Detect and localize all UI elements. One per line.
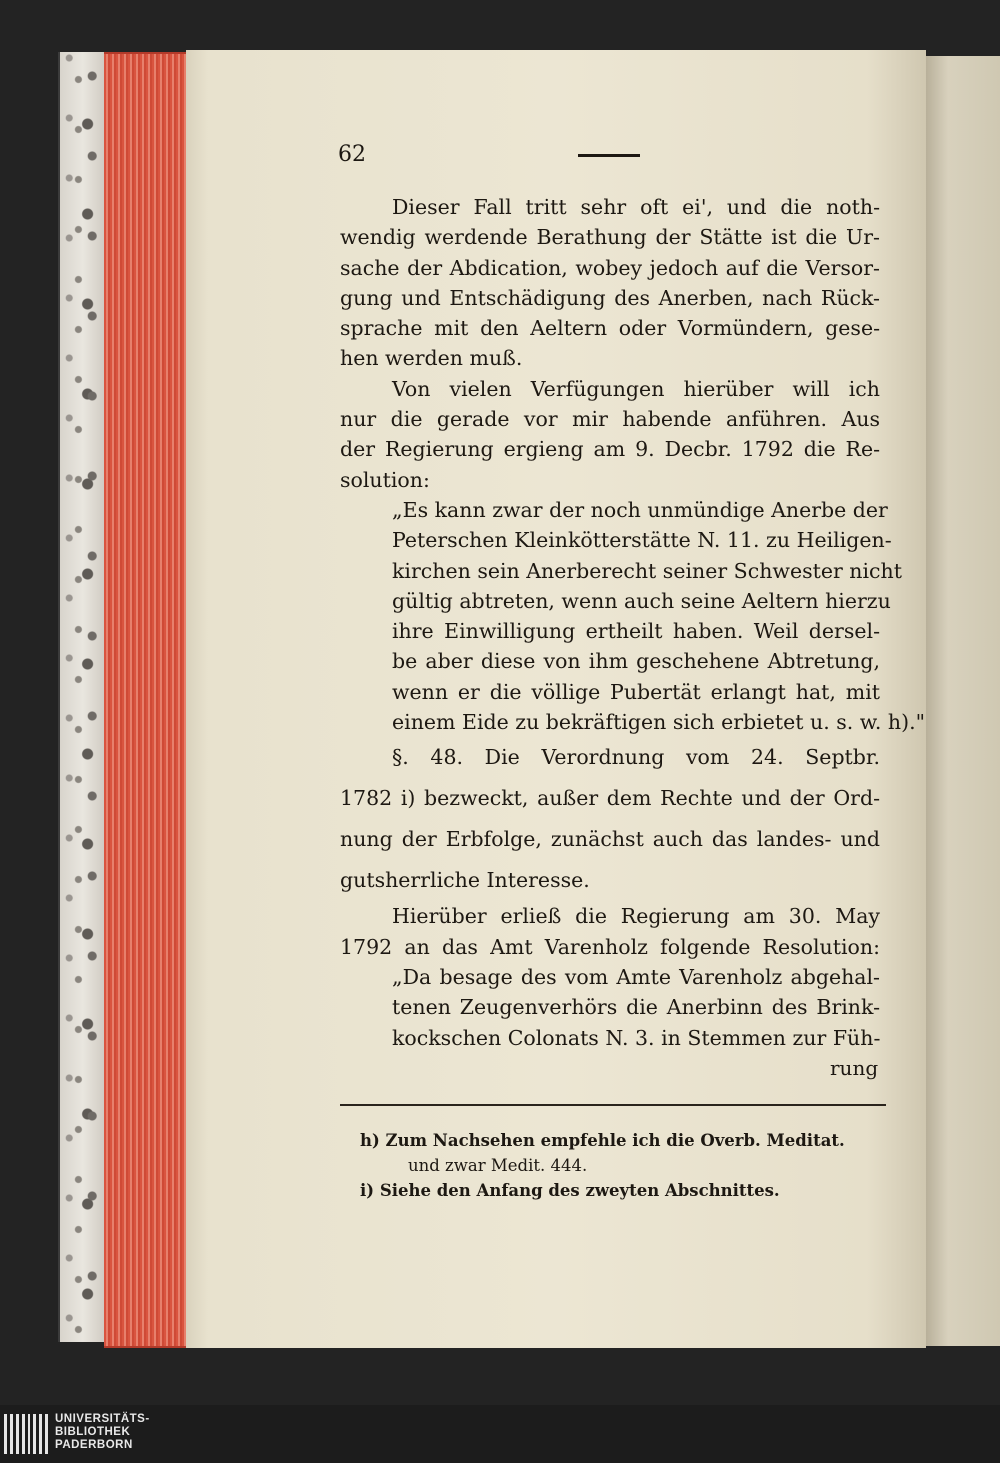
text-line: hen werden muß. bbox=[340, 346, 523, 371]
facing-page-edge bbox=[926, 56, 1000, 1346]
quote-line: gültig abtreten, wenn auch seine Aeltern hierzu bbox=[392, 588, 891, 613]
text-line: der Regierung ergieng am 9. Decbr. 1792 die Re- bbox=[340, 437, 880, 462]
quote-line: kockschen Colonats N. 3. in Stemmen zur Füh- bbox=[392, 1025, 881, 1050]
body-text bbox=[340, 192, 926, 1053]
library-name-line: BIBLIOTHEK bbox=[55, 1426, 131, 1438]
text-line: gung und Entschädigung des Anerben, nach Rück- bbox=[340, 285, 880, 310]
quote-line: ihre Einwilligung ertheilt haben. Weil dersel- bbox=[392, 619, 880, 644]
quote-line: Peterschen Kleinkötterstätte N. 11. zu Heiligen- bbox=[392, 528, 892, 553]
quote-line: be aber diese von ihm geschehene Abtretung, bbox=[392, 649, 880, 674]
text-line: Dieser Fall tritt sehr oft ei', und die noth- bbox=[392, 195, 880, 219]
library-footer-bar bbox=[0, 1405, 1000, 1463]
footnote-i: i) Siehe den Anfang des zweyten Abschnittes. bbox=[360, 1181, 780, 1200]
text-line: nung der Erbfolge, zunächst auch das landes- und bbox=[340, 827, 880, 852]
text-line: Hierüber erließ die Regierung am 30. May bbox=[392, 904, 880, 929]
quote-line: „Da besage des vom Amte Varenholz abgehal- bbox=[392, 964, 880, 989]
quote-line: „Es kann zwar der noch unmündige Anerbe der bbox=[392, 497, 888, 522]
library-name-line: UNIVERSITÄTS- bbox=[55, 1413, 150, 1425]
text-line: 1792 an das Amt Varenholz folgende Resolution: bbox=[340, 934, 880, 959]
text-line: solution: bbox=[340, 467, 430, 492]
marbled-cover bbox=[58, 52, 106, 1342]
text-line: gutsherrliche Interesse. bbox=[340, 868, 590, 893]
text-line: sache der Abdication, wobey jedoch auf die Versor- bbox=[340, 255, 880, 280]
quote-line: einem Eide zu bekräftigen sich erbietet u. s. w. h)." bbox=[392, 710, 926, 735]
text-line: sprache mit den Aeltern oder Vormündern, gese- bbox=[340, 316, 880, 341]
quote-line: kirchen sein Anerberecht seiner Schwester nicht bbox=[392, 558, 902, 583]
page-number: 62 bbox=[338, 142, 366, 167]
library-name bbox=[55, 1413, 150, 1452]
library-name-line: PADERBORN bbox=[55, 1439, 133, 1451]
section-heading-line: §. 48. Die Verordnung vom 24. Septbr. bbox=[392, 745, 880, 770]
text-line: 1782 i) bezweckt, außer dem Rechte und der Ord- bbox=[340, 786, 880, 811]
header-rule bbox=[578, 154, 640, 157]
quote-line: wenn er die völlige Pubertät erlangt hat, mit bbox=[392, 679, 880, 704]
library-logo-icon bbox=[4, 1414, 48, 1454]
footnote-h-continuation: und zwar Medit. 444. bbox=[408, 1156, 588, 1175]
text-line: wendig werdende Berathung der Stätte ist die Ur- bbox=[340, 225, 880, 250]
red-page-edges bbox=[104, 52, 188, 1348]
catchword: rung bbox=[830, 1056, 879, 1080]
text-line: nur die gerade vor mir habende anführen. Aus bbox=[340, 407, 880, 432]
footnote-rule bbox=[340, 1104, 886, 1106]
footnotes bbox=[360, 1128, 890, 1203]
quote-line: tenen Zeugenverhörs die Anerbinn des Brink- bbox=[392, 995, 880, 1020]
footnote-h: h) Zum Nachsehen empfehle ich die Overb. Meditat. bbox=[360, 1131, 845, 1150]
text-line: Von vielen Verfügungen hierüber will ich bbox=[392, 376, 880, 401]
